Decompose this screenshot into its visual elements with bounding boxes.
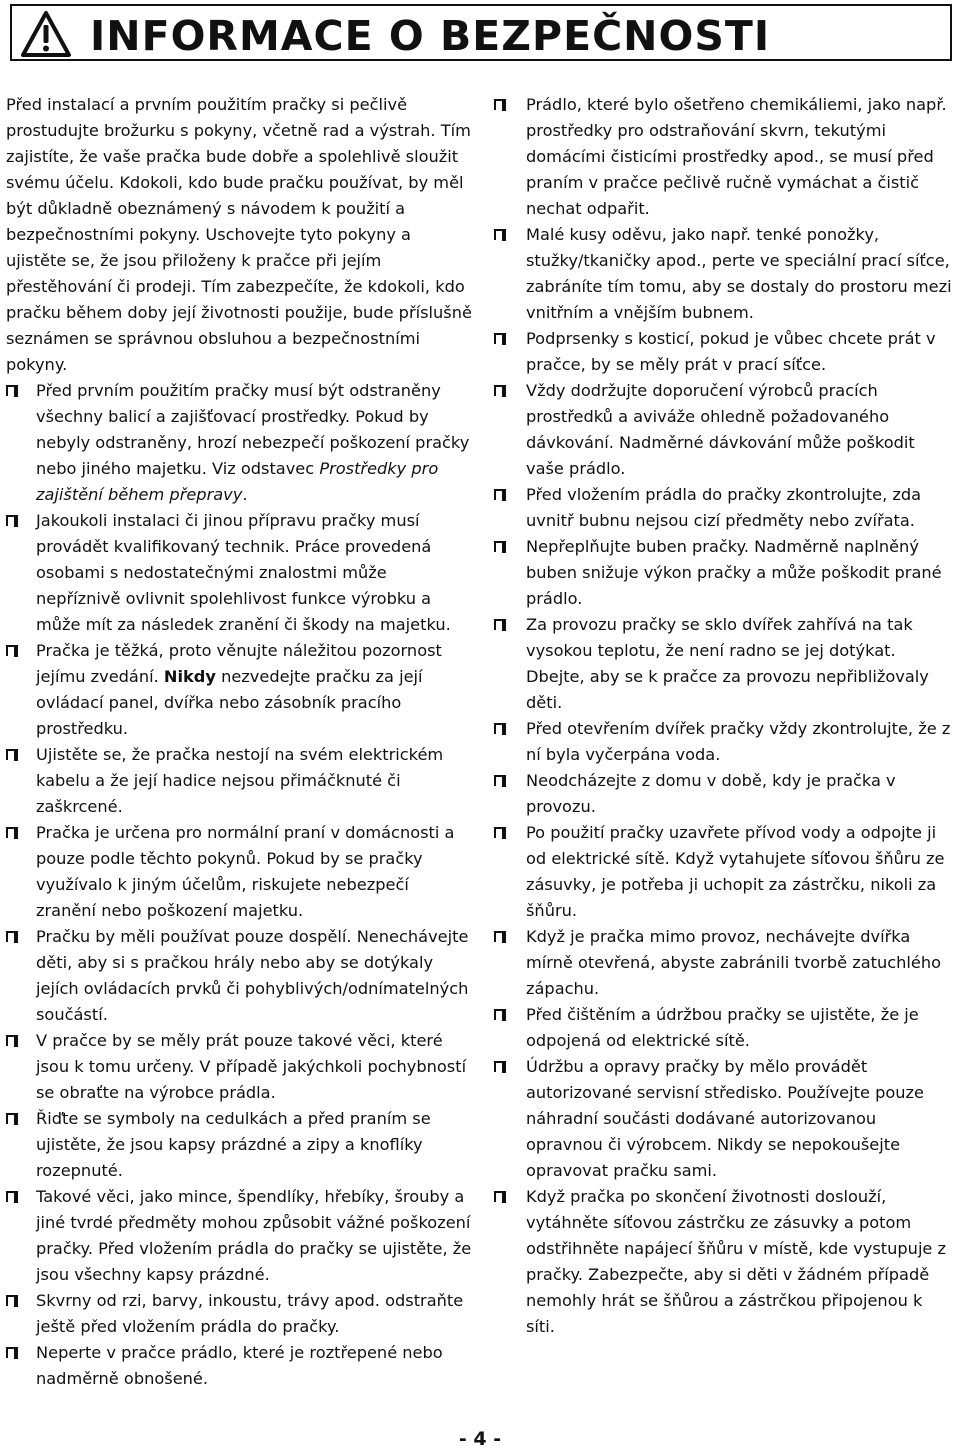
list-item-text: Když pračka po skončení životnosti doslouží, vytáhněte síťovou zástrčku ze zásuvky a potom odstřihněte napájecí šňůru v místě, kde vystupuje z pračky. Zabezpečte, aby si děti v žádném případě nemohly hrát se šňůrou a zástrčkou připojenou k síti. [526, 1187, 947, 1336]
list-item-text: Nepřeplňujte buben pračky. Nadměrně naplněný buben snižuje výkon pračky a může poškodit prané prádlo. [526, 537, 942, 608]
list-item-text: Údržbu a opravy pračky by mělo provádět autorizované servisní středisko. Používejte pouze náhradní součásti dodávané autorizovanou opravnou či výrobcem. Nikdy se nepokoušejte opravovat pračku sami. [526, 1057, 924, 1180]
list-item-text: Podprsenky s kosticí, pokud je vůbec chcete prát v pračce, by se měly prát v prací síťce. [526, 329, 936, 374]
list-item [494, 768, 956, 820]
bullet-icon [494, 1009, 508, 1024]
list-item [494, 222, 956, 326]
list-item [6, 820, 474, 924]
list-item [494, 92, 956, 222]
bullet-icon [6, 645, 20, 660]
page-number: - 4 - [458, 1428, 502, 1450]
bullet-icon [6, 1191, 20, 1206]
list-item-text: Před vložením prádla do pračky zkontrolujte, zda uvnitř bubnu nejsou cizí předměty nebo zvířata. [526, 485, 922, 530]
bullet-icon [6, 827, 20, 842]
list-item-text: Takové věci, jako mince, špendlíky, hřebíky, šrouby a jiné tvrdé předměty mohou způsobit vážné poškození pračky. Před vložením prádla do pračky se ujistěte, že jsou všechny kapsy prázdné. [36, 1187, 472, 1284]
bullet-icon [494, 333, 508, 348]
list-item [494, 924, 956, 1002]
list-item [6, 1106, 474, 1184]
list-item-text: Za provozu pračky se sklo dvířek zahřívá na tak vysokou teplotu, že není radno se jej dotýkat. Dbejte, aby se k pračce za provozu nepřibližovaly děti. [526, 615, 929, 712]
list-item-end: . [242, 485, 248, 504]
bullet-icon [494, 489, 508, 504]
list-item [494, 1054, 956, 1184]
cross-reference: Prostředky pro zajištění během přepravy [36, 459, 439, 504]
bullet-icon [494, 827, 508, 842]
bullet-icon [6, 515, 20, 530]
page-title: INFORMACE O BEZPEČNOSTI [90, 12, 771, 60]
list-item-text: Před otevřením dvířek pračky vždy zkontrolujte, že z ní byla vyčerpána voda. [526, 719, 951, 764]
list-item-text: Když je pračka mimo provoz, nechávejte dvířka mírně otevřená, abyste zabránili tvorbě zatuchlého zápachu. [526, 927, 942, 998]
list-item-text: Prádlo, které bylo ošetřeno chemikáliemi, jako např. prostředky pro odstraňování skvrn, tekutými domácími čisticími prostředky apod., se musí před praním v pračce pečlivě ručně vymáchat a čistič nechat odpařit. [526, 95, 947, 218]
list-item-text: Před prvním použitím pračky musí být odstraněny všechny balicí a zajišťovací prostředky. Pokud by nebyly odstraněny, hrozí nebezpečí poškození pračky nebo jiného majetku. Viz odstavec [36, 381, 470, 478]
warning-triangle-icon [20, 10, 72, 58]
bullet-icon [6, 1113, 20, 1128]
bullet-icon [6, 385, 20, 400]
list-item-text: Vždy dodržujte doporučení výrobců pracích prostředků a aviváže ohledně požadovaného dávkování. Nadměrné dávkování může poškodit vaše prádlo. [526, 381, 915, 478]
bullet-icon [6, 749, 20, 764]
bullet-icon [494, 541, 508, 556]
bullet-icon [6, 1035, 20, 1050]
list-item [494, 326, 956, 378]
list-item [494, 820, 956, 924]
list-item [494, 716, 956, 768]
section-header [10, 4, 952, 61]
list-item-text: Pračka je těžká, proto věnujte náležitou pozornost jejímu zvedání. [36, 641, 442, 686]
list-item [494, 378, 956, 482]
list-item [494, 534, 956, 612]
left-column [6, 92, 474, 1392]
bullet-icon [6, 1295, 20, 1310]
bullet-icon [494, 229, 508, 244]
list-item-text: Před čištěním a údržbou pračky se ujistěte, že je odpojená od elektrické sítě. [526, 1005, 919, 1050]
emphasis-word: Nikdy [163, 667, 216, 686]
list-item [6, 508, 474, 638]
list-item-text: Skvrny od rzi, barvy, inkoustu, trávy apod. odstraňte ještě před vložením prádla do pračky. [36, 1291, 464, 1336]
bullet-icon [494, 723, 508, 738]
left-safety-list [6, 378, 474, 1392]
list-item-text: Pračka je určena pro normální praní v domácnosti a pouze podle těchto pokynů. Pokud by se pračky využívalo k jiným účelům, riskujete nebezpečí zranění nebo poškození majetku. [36, 823, 455, 920]
list-item [6, 924, 474, 1028]
list-item [494, 482, 956, 534]
list-item [6, 378, 474, 508]
list-item-text: Ujistěte se, že pračka nestojí na svém elektrickém kabelu a že její hadice nejsou přimáčknuté či zaškrcené. [36, 745, 444, 816]
bullet-icon [494, 1061, 508, 1076]
list-item-text: Neodcházejte z domu v době, kdy je pračka v provozu. [526, 771, 896, 816]
list-item [6, 1288, 474, 1340]
list-item [494, 1184, 956, 1340]
list-item-text: Malé kusy oděvu, jako např. tenké ponožky, stužky/tkaničky apod., perte ve speciální prací síťce, zabráníte tím tomu, aby se dostaly do prostoru mezi vnitřním a vnějším bubnem. [526, 225, 952, 322]
intro-paragraph: Před instalací a prvním použitím pračky si pečlivě prostudujte brožurku s pokyny, včetně rad a výstrah. Tím zajistíte, že vaše pračka bude dobře a spolehlivě sloužit svému účelu. Kdokoli, kdo bude pračku používat, by měl být důkladně obeznámený s návodem k použití a bezpečnostními pokyny. Uschovejte tyto pokyny a ujistěte se, že jsou přiloženy k pračce při jejím přestěhování či prodeji. Tím zabezpečíte, že kdokoli, kdo pračku během doby její životnosti použije, bude příslušně seznámen se správnou obsluhou a bezpečnostními pokyny. [6, 95, 472, 374]
list-item [6, 1340, 474, 1392]
list-item-text-continued: nezvedejte pračku za její ovládací panel, dvířka nebo zásobník pracího prostředku. [36, 667, 423, 738]
list-item-text: Neperte v pračce prádlo, které je roztřepené nebo nadměrně obnošené. [36, 1343, 443, 1388]
list-item-text: Jakoukoli instalaci či jinou přípravu pračky musí provádět kvalifikovaný technik. Práce provedená osobami s nedostatečnými znalostmi může nepříznivě ovlivnit spolehlivost funkce výrobku a může mít za následek zranění či škody na majetku. [36, 511, 451, 634]
list-item [6, 1028, 474, 1106]
bullet-icon [494, 619, 508, 634]
list-item-text: V pračce by se měly prát pouze takové věci, které jsou k tomu určeny. V případě jakýchkoli pochybností se obraťte na výrobce prádla. [36, 1031, 467, 1102]
right-safety-list [494, 92, 956, 1340]
bullet-icon [494, 385, 508, 400]
list-item [494, 612, 956, 716]
bullet-icon [494, 99, 508, 114]
list-item-text: Po použití pračky uzavřete přívod vody a odpojte ji od elektrické sítě. Když vytahujete síťovou šňůru ze zásuvky, je potřeba ji uchopit za zástrčku, nikoli za šňůru. [526, 823, 945, 920]
list-item-text: Řiďte se symboly na cedulkách a před praním se ujistěte, že jsou kapsy prázdné a zipy a knoflíky rozepnuté. [36, 1109, 431, 1180]
bullet-icon [494, 931, 508, 946]
bullet-icon [6, 1347, 20, 1362]
bullet-icon [494, 1191, 508, 1206]
list-item [494, 1002, 956, 1054]
bullet-icon [494, 775, 508, 790]
list-item [6, 1184, 474, 1288]
list-item [6, 742, 474, 820]
list-item-text: Pračku by měli používat pouze dospělí. Nenechávejte děti, aby si s pračkou hrály nebo aby se dotýkaly jejích ovládacích prvků či pohyblivých/odnímatelných součástí. [36, 927, 469, 1024]
bullet-icon [6, 931, 20, 946]
list-item [6, 638, 474, 742]
right-column [494, 92, 956, 1340]
